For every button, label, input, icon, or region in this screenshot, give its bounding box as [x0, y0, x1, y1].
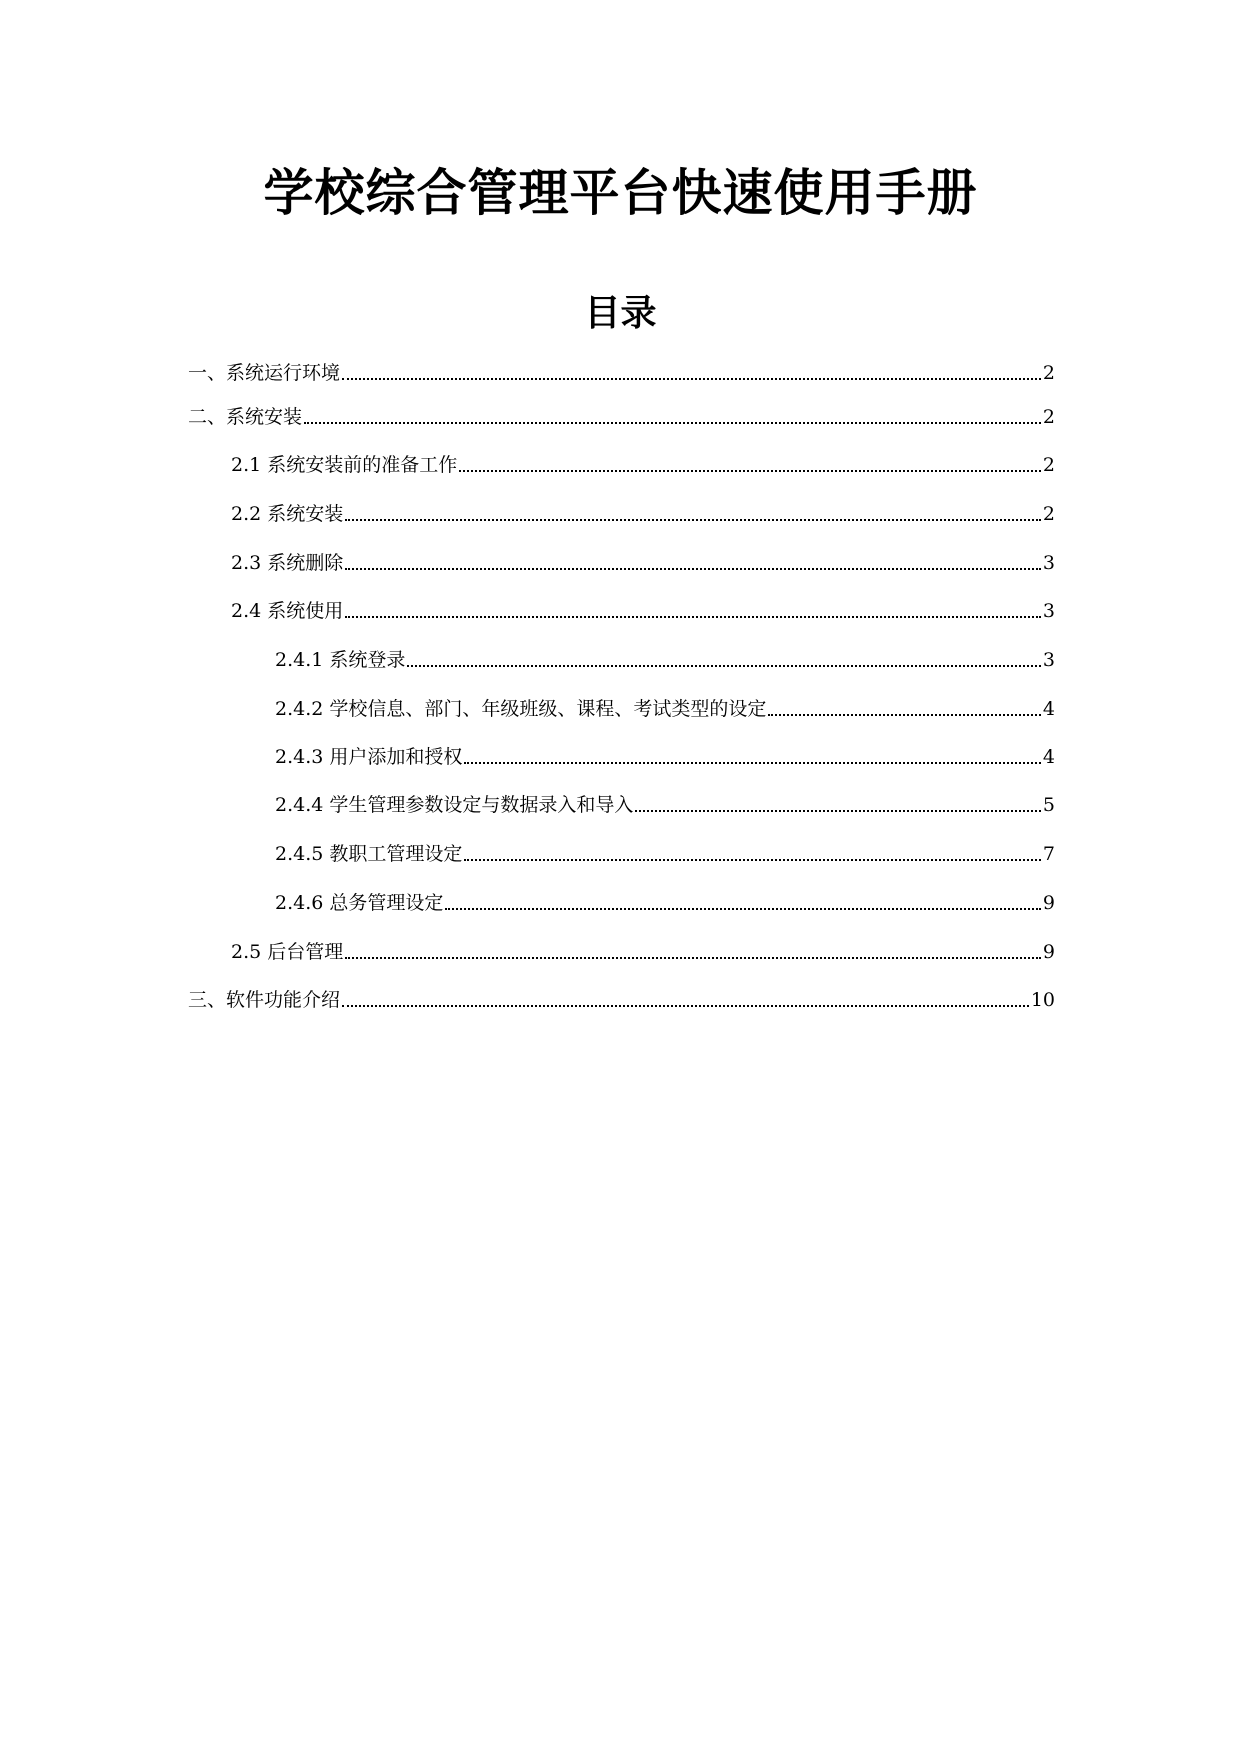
toc-entry-general-affairs[interactable]: [275, 885, 1055, 915]
toc-entry-label: 二、系统安装: [188, 406, 303, 428]
toc-dot-leader: [345, 568, 1041, 570]
toc-entry-label: 2.4.3 用户添加和授权: [275, 746, 463, 768]
toc-entry-install[interactable]: [231, 496, 1055, 526]
toc-entry-label: 2.4 系统使用: [231, 600, 344, 622]
toc-entry-software-features[interactable]: [188, 982, 1055, 1012]
toc-dot-leader: [345, 957, 1041, 959]
toc-entry-system-environment[interactable]: [188, 355, 1055, 385]
toc-dot-leader: [464, 762, 1041, 764]
toc-page-number: 2: [1042, 503, 1055, 525]
toc-entry-user-authorization[interactable]: [275, 739, 1055, 769]
toc-page-number: 4: [1042, 746, 1055, 768]
toc-heading: 目录: [584, 293, 657, 334]
toc-entry-label: 2.1 系统安装前的准备工作: [231, 454, 458, 476]
toc-dot-leader: [459, 470, 1041, 472]
toc-page-number: 2: [1042, 454, 1055, 476]
toc-page-number: 3: [1042, 649, 1055, 671]
toc-entry-school-settings[interactable]: [275, 691, 1055, 721]
toc-dot-leader: [345, 519, 1041, 521]
toc-entry-uninstall[interactable]: [231, 545, 1055, 575]
toc-page-number: 2: [1042, 362, 1055, 384]
toc-dot-leader: [407, 665, 1041, 667]
toc-entry-backend-management[interactable]: [231, 934, 1055, 964]
toc-entry-label: 2.3 系统删除: [231, 552, 344, 574]
toc-entry-login[interactable]: [275, 642, 1055, 672]
toc-page-number: 10: [1030, 989, 1055, 1011]
toc-entry-label: 2.5 后台管理: [231, 941, 344, 963]
toc-entry-label: 2.4.5 教职工管理设定: [275, 843, 463, 865]
toc-dot-leader: [342, 1005, 1029, 1007]
toc-dot-leader: [635, 810, 1041, 812]
toc-dot-leader: [464, 859, 1041, 861]
toc-entry-label: 2.2 系统安装: [231, 503, 344, 525]
toc-page-number: 3: [1042, 600, 1055, 622]
toc-dot-leader: [342, 378, 1041, 380]
toc-entry-label: 三、软件功能介绍: [188, 989, 341, 1011]
toc-page-number: 7: [1042, 843, 1055, 865]
document-title: 学校综合管理平台快速使用手册: [263, 164, 978, 222]
toc-page-number: 5: [1042, 794, 1055, 816]
toc-entry-system-install[interactable]: [188, 399, 1055, 429]
toc-page-number: 4: [1042, 698, 1055, 720]
toc-dot-leader: [768, 714, 1041, 716]
toc-entry-label: 2.4.6 总务管理设定: [275, 892, 444, 914]
toc-entry-student-management[interactable]: [275, 787, 1055, 817]
toc-dot-leader: [445, 908, 1041, 910]
toc-entry-install-preparation[interactable]: [231, 447, 1055, 477]
toc-entry-system-usage[interactable]: [231, 593, 1055, 623]
toc-page-number: 9: [1042, 892, 1055, 914]
toc-page-number: 2: [1042, 406, 1055, 428]
toc-dot-leader: [304, 422, 1041, 424]
toc-entry-label: 2.4.1 系统登录: [275, 649, 406, 671]
toc-entry-label: 一、系统运行环境: [188, 362, 341, 384]
toc-entry-label: 2.4.4 学生管理参数设定与数据录入和导入: [275, 794, 634, 816]
toc-entry-staff-management[interactable]: [275, 836, 1055, 866]
toc-entry-label: 2.4.2 学校信息、部门、年级班级、课程、考试类型的设定: [275, 698, 767, 720]
toc-page-number: 3: [1042, 552, 1055, 574]
toc-page-number: 9: [1042, 941, 1055, 963]
toc-dot-leader: [345, 616, 1041, 618]
